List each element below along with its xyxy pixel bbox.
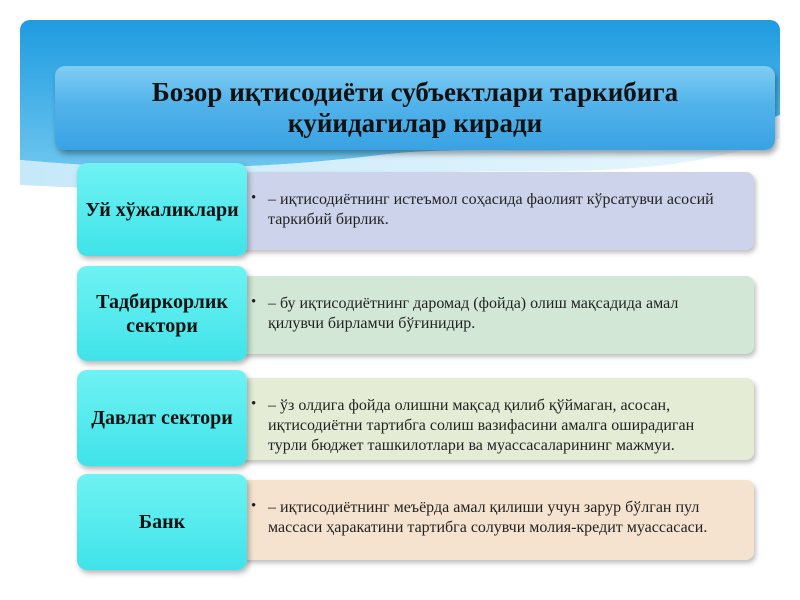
description-text: – иқтисодиётнинг меъёрда амал қилиши учун зарур бўлган пул массаси ҳаракатини тартибга солувчи молия-кредит муассасаси.: [268, 499, 708, 536]
description-box-business-sector: [238, 276, 754, 354]
label-text: Тадбиркорлик сектори: [96, 290, 228, 337]
label-government-sector: [77, 370, 247, 466]
description-text: – иқтисодиётнинг истеъмол соҳасида фаолият кўрсатувчи асосий таркибий бирлик.: [268, 191, 714, 228]
page-title: Бозор иқтисодиёти субъектлари таркибига қуйидагилар киради: [151, 77, 679, 138]
description-text: – бу иқтисодиётнинг даромад (фойда) олиш мақсадида амал қилувчи бирламчи бўғинидир.: [268, 295, 679, 332]
description-box-government-sector: [238, 378, 754, 460]
bullet-point: •: [251, 190, 257, 206]
label-text: Уй хўжаликлари: [85, 198, 239, 221]
label-text: Банк: [138, 511, 186, 533]
description-text: – ўз олдига фойда олишни мақсад қилиб қўймаган, асосан, иқтисодиётни тартибга солиш вазифасини амалга оширадиган турли бюджет ташкилотлари ва муассасаларининг мажмуи.: [268, 397, 695, 454]
bullet-point: •: [251, 396, 257, 412]
bullet-point: •: [251, 294, 257, 310]
label-household: [77, 163, 247, 256]
label-bank: [77, 474, 247, 570]
label-business-sector: [77, 266, 247, 361]
bullet-point: •: [251, 498, 257, 514]
description-box-bank: [238, 480, 754, 560]
label-text: Давлат сектори: [91, 407, 233, 429]
description-box-household: [238, 172, 754, 250]
title-banner: [55, 66, 775, 150]
